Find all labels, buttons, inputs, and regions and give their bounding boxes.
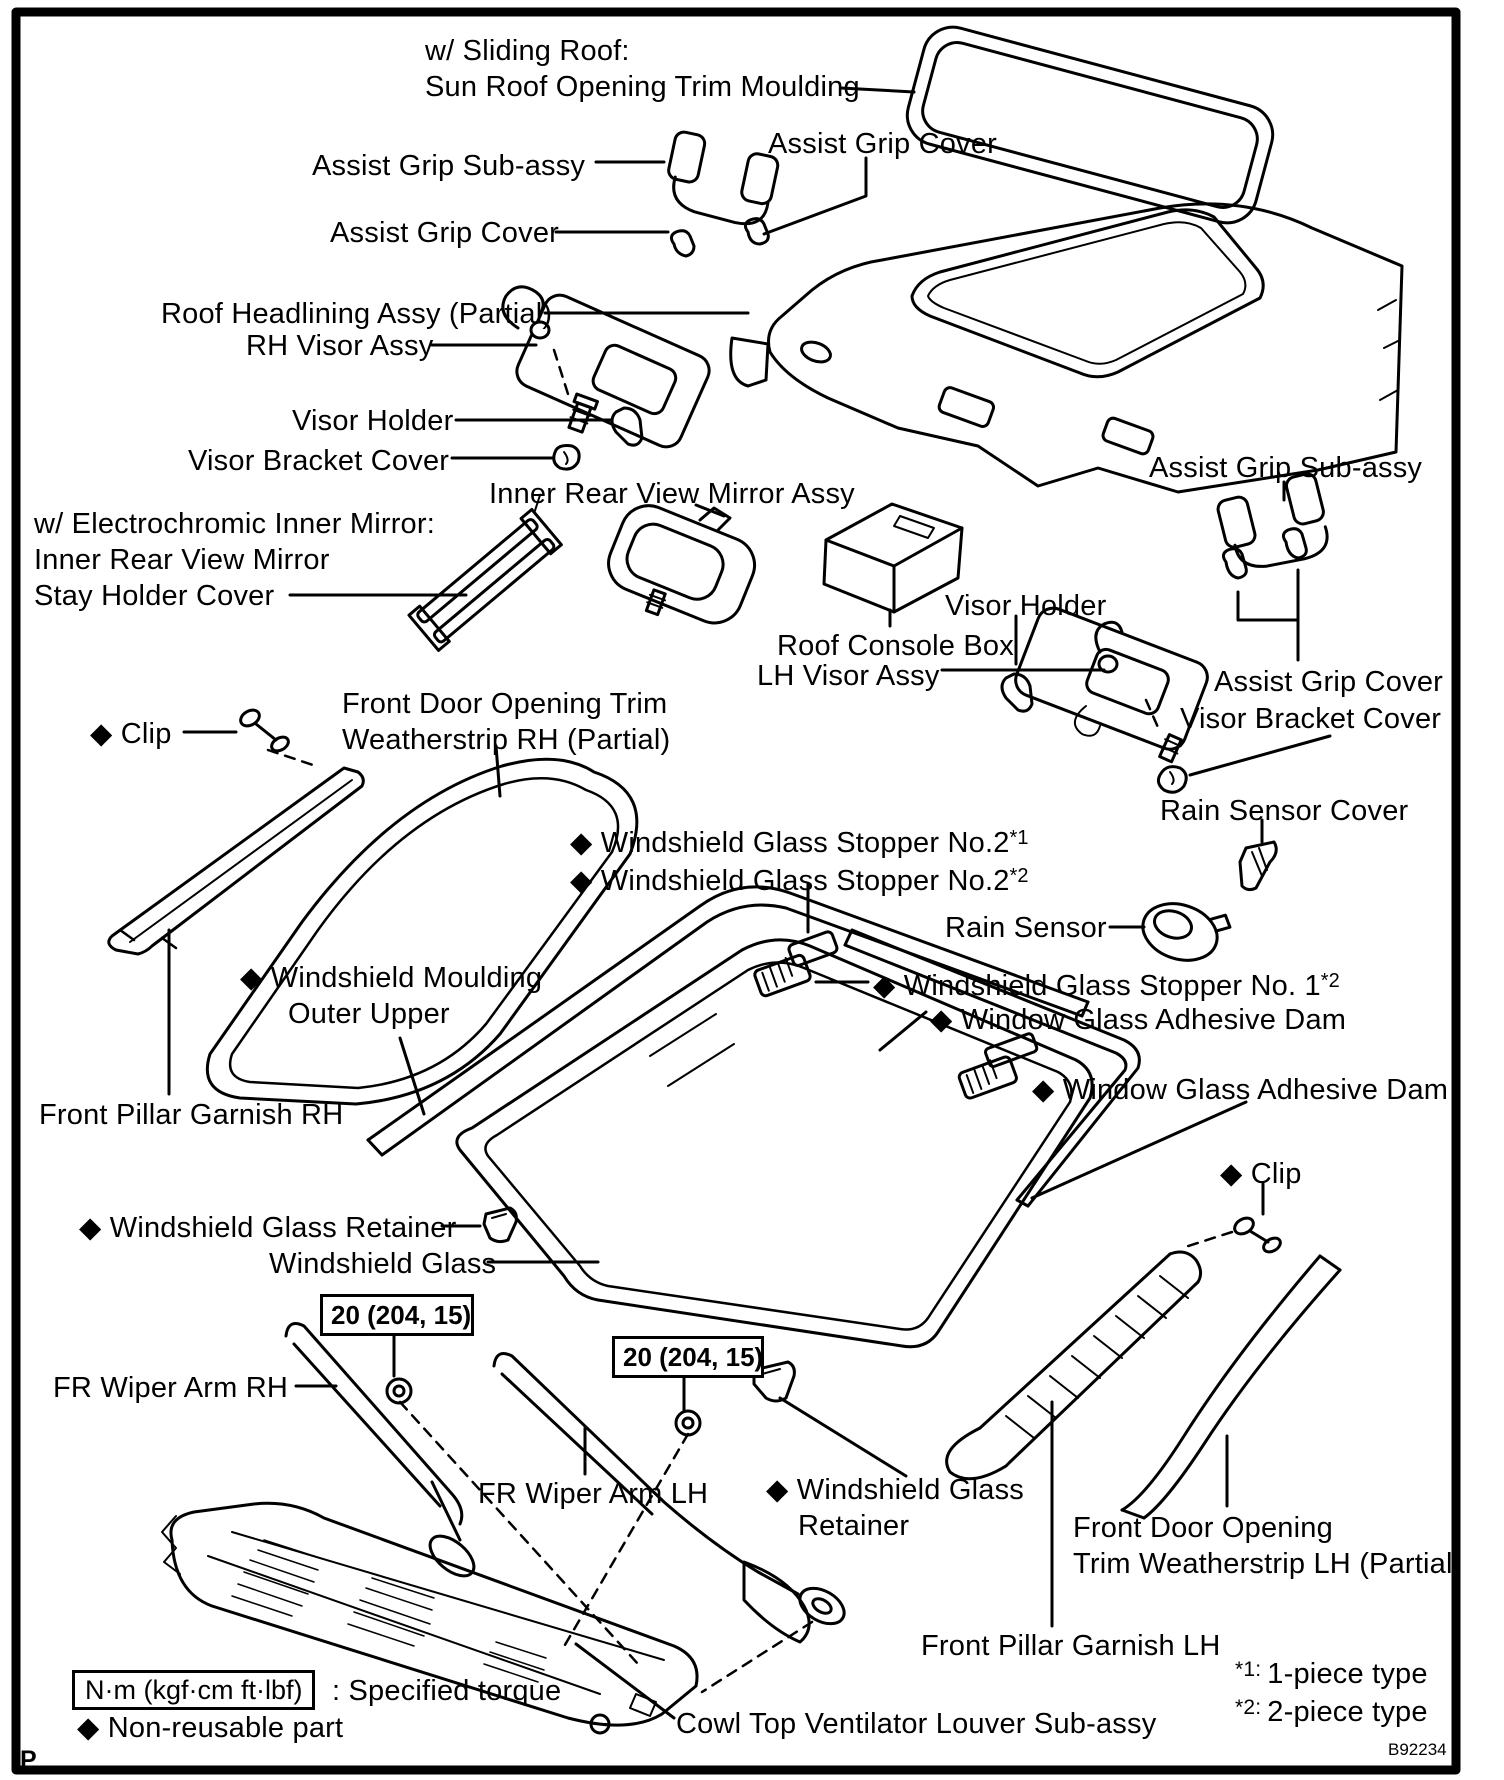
- legend-specified-torque: : Specified torque: [332, 1675, 562, 1707]
- part-assist-grip-top: [661, 130, 781, 228]
- label-lh-visor-assy: LH Visor Assy: [757, 660, 940, 692]
- part-roof-console-box: [824, 504, 962, 612]
- label-assist-grip-subassy-right: Assist Grip Sub-assy: [1149, 452, 1423, 484]
- part-wiper-nut-rh: [387, 1379, 411, 1403]
- footnote-2: $^{*2:}$ 2-piece type: [1235, 1696, 1428, 1728]
- label-front-door-trim-lh: Front Door Opening Trim Weatherstrip LH (Partial): [1073, 1512, 1463, 1580]
- label-visor-holder-rh: Visor Holder: [292, 405, 454, 437]
- label-assist-grip-subassy-top: Assist Grip Sub-assy: [312, 150, 586, 182]
- part-clip-left: [238, 707, 291, 754]
- label-rh-visor-assy: RH Visor Assy: [246, 330, 434, 362]
- label-windshield-moulding: ◆ Windshield Moulding Outer Upper: [240, 962, 543, 1030]
- torque-spec-box-rh: 20 (204, 15): [320, 1294, 474, 1336]
- label-glass-retainer-bottom: ◆ Windshield Glass Retainer: [766, 1474, 1024, 1542]
- label-rain-sensor-cover: Rain Sensor Cover: [1160, 795, 1409, 827]
- label-electrochromic-mirror: w/ Electrochromic Inner Mirror: Inner Rear View Mirror Stay Holder Cover: [34, 508, 435, 612]
- part-wiper-nut-lh: [676, 1411, 700, 1435]
- label-fr-wiper-arm-rh: FR Wiper Arm RH: [53, 1372, 288, 1404]
- label-visor-bracket-cover-rh: Visor Bracket Cover: [188, 445, 450, 477]
- label-assist-grip-cover-right: Assist Grip Cover: [1214, 666, 1443, 698]
- label-adhesive-dam-1: ◆ Window Glass Adhesive Dam: [930, 1004, 1347, 1036]
- label-rain-sensor: Rain Sensor: [945, 912, 1107, 944]
- part-assist-grip-right: [1215, 472, 1334, 576]
- label-glass-retainer-top: ◆ Windshield Glass Retainer: [79, 1212, 457, 1244]
- part-rain-sensor-cover: [1240, 842, 1276, 890]
- part-assist-grip-cover-b: [671, 231, 694, 256]
- label-roof-console-box: Roof Console Box: [777, 630, 1014, 662]
- label-roof-headlining: Roof Headlining Assy (Partial): [161, 298, 553, 330]
- label-windshield-glass: Windshield Glass: [269, 1248, 497, 1280]
- part-front-pillar-garnish-lh: [947, 1252, 1201, 1479]
- part-visor-bracket-cover-lh: [1158, 767, 1186, 793]
- label-cowl-top-louver: Cowl Top Ventilator Louver Sub-assy: [676, 1708, 1157, 1740]
- part-fr-wiper-arm-rh: [286, 1324, 481, 1584]
- part-clip-right: [1232, 1215, 1283, 1255]
- part-assist-grip-cover-right-a: [1223, 549, 1246, 578]
- part-inner-mirror: [600, 497, 763, 631]
- figure-code: B92234: [1388, 1740, 1447, 1759]
- label-front-pillar-garnish-lh: Front Pillar Garnish LH: [921, 1630, 1221, 1662]
- label-front-door-trim-rh: Front Door Opening Trim Weatherstrip RH (Partial): [342, 688, 671, 756]
- label-fr-wiper-arm-lh: FR Wiper Arm LH: [478, 1478, 709, 1510]
- legend-non-reusable: ◆ Non-reusable part: [77, 1712, 344, 1744]
- label-inner-mirror-assy: Inner Rear View Mirror Assy: [489, 478, 855, 510]
- label-clip-left: ◆ Clip: [90, 718, 172, 750]
- legend-torque-unit-box: N·m (kgf·cm ft·lbf): [72, 1670, 315, 1710]
- label-sliding-roof: w/ Sliding Roof: Sun Roof Opening Trim Moulding: [425, 35, 860, 103]
- part-sunroof-trim-moulding: [901, 20, 1280, 229]
- part-lh-visor: [1002, 603, 1212, 762]
- footnote-1: $^{*1:}$ 1-piece type: [1235, 1658, 1428, 1690]
- torque-spec-box-lh: 20 (204, 15): [612, 1336, 764, 1378]
- label-glass-stopper-no2-type2: ◆ Windshield Glass Stopper No.2$^{*2}$: [570, 865, 1029, 897]
- label-front-pillar-garnish-rh: Front Pillar Garnish RH: [39, 1099, 344, 1131]
- part-glass-stopper-no1: [753, 952, 812, 997]
- label-glass-stopper-no2-type1: ◆ Windshield Glass Stopper No.2$^{*1}$: [570, 827, 1029, 859]
- part-visor-bracket-cover-rh: [554, 446, 579, 470]
- part-rain-sensor: [1136, 892, 1234, 972]
- part-front-pillar-garnish-rh: [109, 768, 364, 954]
- part-assist-grip-cover-right-b: [1283, 529, 1306, 558]
- label-assist-grip-cover-left: Assist Grip Cover: [330, 217, 559, 249]
- label-clip-right: ◆ Clip: [1220, 1158, 1302, 1190]
- corner-page-mark: P: [20, 1746, 37, 1774]
- label-visor-bracket-cover-lh: Visor Bracket Cover: [1180, 703, 1442, 735]
- label-glass-stopper-no1: ◆ Windshield Glass Stopper No. 1$^{*2}$: [873, 970, 1340, 1002]
- label-visor-holder-lh: Visor Holder: [945, 590, 1107, 622]
- part-roof-headlining: [731, 204, 1402, 492]
- label-adhesive-dam-2: ◆ Window Glass Adhesive Dam: [1032, 1074, 1449, 1106]
- part-weatherstrip-lh: [1122, 1256, 1340, 1518]
- part-weatherstrip-rh: [207, 759, 637, 1104]
- label-assist-grip-cover-top: Assist Grip Cover: [768, 128, 997, 160]
